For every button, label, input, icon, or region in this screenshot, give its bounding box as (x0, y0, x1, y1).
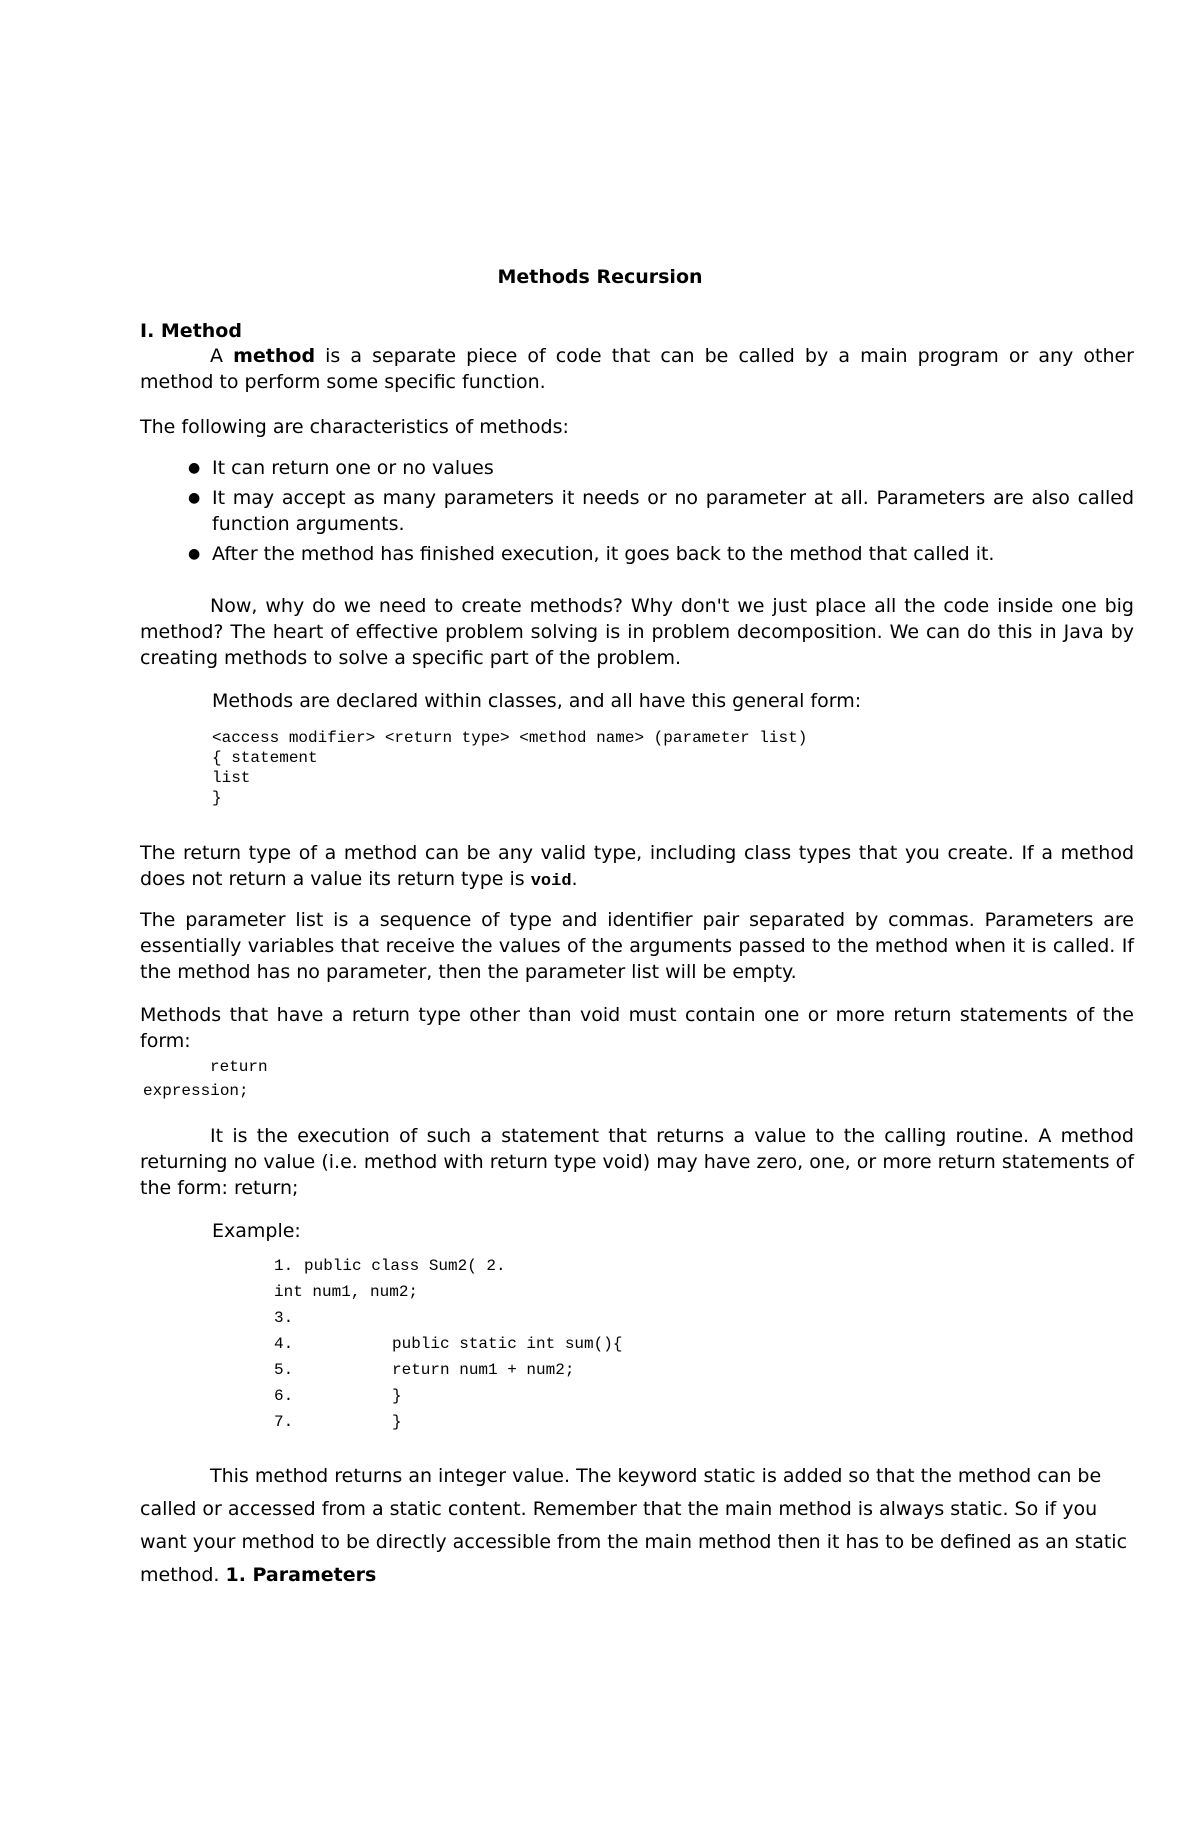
section-heading: I. Method (140, 320, 242, 342)
bullet-icon: ● (188, 490, 201, 506)
general-form-code (212, 728, 807, 808)
bullet-icon: ● (188, 546, 201, 562)
list-item (140, 541, 1134, 567)
intro-text-a: A (210, 345, 234, 367)
characteristics-list (140, 455, 1134, 571)
code-line (274, 1383, 506, 1409)
execution-paragraph: It is the execution of such a statement that returns a value to the calling routine. A method returning no value (i.e. method with return type void) may have zero, one, or more return statements of the form: return; (140, 1125, 1134, 1199)
line-text: public static int sum(){ (392, 1335, 623, 1353)
line-text: int num1, num2; (274, 1283, 419, 1301)
code-line (274, 1357, 575, 1383)
line-number: 5. (274, 1361, 294, 1379)
return-type-paragraph (140, 840, 1134, 895)
example-code (274, 1253, 623, 1435)
return-type-text: The return type of a method can be any valid type, including class types that you create. If a method does not return a value its return type is (140, 842, 1134, 890)
code-line: list (212, 769, 251, 787)
closing-text: This method returns an integer value. The keyword static is added so that the method can be called or accessed from a static content. Remember that the main method is always static. So if you want your method to be directly accessible from the main method then it has to be defined as an static method. (140, 1465, 1128, 1586)
code-line: } (212, 789, 222, 807)
general-form-lead: Methods are declared within classes, and all have this general form: (212, 690, 862, 712)
intro-paragraph (140, 343, 1134, 395)
line-number: 3. (274, 1309, 294, 1327)
list-item (140, 485, 1134, 537)
line-number: 4. (274, 1335, 294, 1353)
code-line (274, 1331, 623, 1357)
line-text: } (392, 1387, 402, 1405)
line-text: public class Sum2( 2. (304, 1257, 506, 1275)
code-line (274, 1409, 506, 1435)
intro-bold-term: method (233, 345, 316, 367)
list-item-text: It can return one or no values (212, 457, 494, 479)
return-type-end: . (571, 868, 578, 890)
line-text: } (392, 1413, 402, 1431)
intro-text-rest: is a separate piece of code that can be called by a main program or any other method to perform some specific function. (140, 345, 1134, 393)
list-item (140, 455, 1134, 481)
code-line: expression; (143, 1082, 249, 1100)
void-keyword: void (530, 872, 572, 891)
code-line: <access modifier> <return type> <method name> (parameter list) (212, 729, 808, 747)
characteristics-lead: The following are characteristics of methods: (140, 416, 569, 438)
why-paragraph: Now, why do we need to create methods? Why don't we just place all the code inside one big method? The heart of effective problem solving is in problem decomposition. We can do this in Java by creating methods to solve a specific part of the problem. (140, 595, 1134, 669)
parameter-list-paragraph: The parameter list is a sequence of type and identifier pair separated by commas. Parameters are essentially variables that receive the values of the arguments passed to the method when it is called. If the method has no parameter, then the parameter list will be empty. (140, 909, 1134, 983)
parameters-heading: 1. Parameters (225, 1564, 377, 1586)
page-title: Methods Recursion (497, 266, 703, 288)
line-number: 6. (274, 1387, 294, 1405)
code-line (274, 1305, 506, 1331)
return-code (140, 1055, 268, 1103)
bullet-icon: ● (188, 460, 201, 476)
line-number: 1. (274, 1257, 294, 1275)
return-statement-paragraph: Methods that have a return type other than void must contain one or more return statements of the form: (140, 1004, 1134, 1052)
line-number: 7. (274, 1413, 294, 1431)
example-label: Example: (212, 1220, 301, 1242)
list-item-text: After the method has finished execution, it goes back to the method that called it. (212, 543, 995, 565)
code-line (274, 1253, 506, 1279)
code-line: { statement (212, 749, 318, 767)
list-item-text: It may accept as many parameters it needs or no parameter at all. Parameters are also called function arguments. (212, 487, 1134, 535)
code-line (274, 1279, 506, 1305)
code-line: return (210, 1058, 268, 1076)
line-text: return num1 + num2; (392, 1361, 575, 1379)
closing-paragraph (140, 1460, 1134, 1592)
